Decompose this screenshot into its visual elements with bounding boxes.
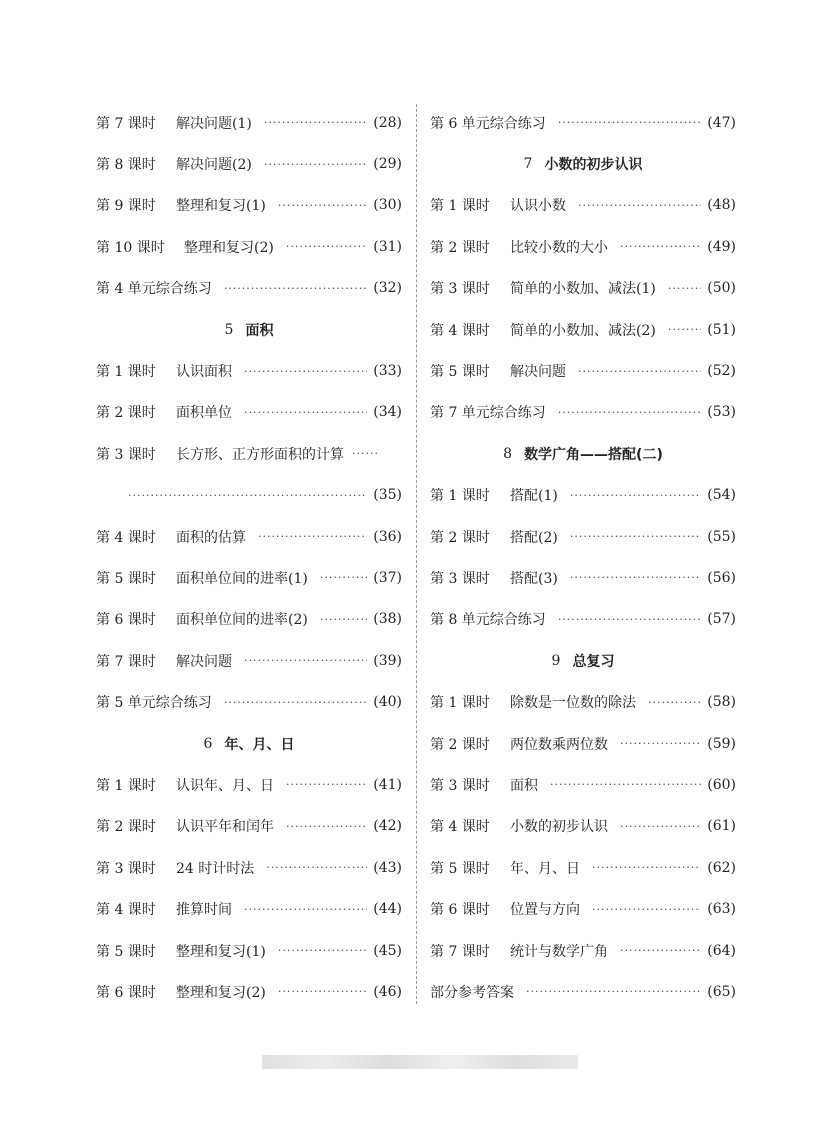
toc-entry[interactable] — [430, 226, 736, 267]
page-number: (60) — [707, 776, 736, 793]
page-number: (52) — [707, 363, 736, 380]
toc-entry[interactable] — [96, 930, 402, 971]
page-number: (59) — [707, 735, 736, 752]
lesson-title: 比较小数的大小 — [510, 239, 608, 256]
dot-leader — [244, 406, 367, 419]
lesson-number: 第 4 课时 — [430, 322, 490, 339]
unit-title: 总复习 — [572, 653, 615, 670]
dot-leader — [320, 571, 367, 584]
lesson-title: 除数是一位数的除法 — [510, 695, 636, 712]
lesson-number: 第 4 课时 — [96, 902, 156, 919]
toc-entry[interactable] — [96, 681, 402, 722]
dot-leader — [558, 613, 701, 626]
dot-leader — [558, 116, 701, 129]
lesson-number: 第 3 课时 — [430, 777, 490, 794]
dot-leader — [224, 696, 367, 709]
toc-entry[interactable] — [430, 723, 736, 764]
page-number: (42) — [373, 818, 402, 835]
toc-entry[interactable] — [430, 971, 736, 1012]
dot-leader — [570, 489, 701, 502]
lesson-title: 解决问题 — [510, 364, 566, 381]
page-number: (54) — [707, 487, 736, 504]
lesson-number: 第 8 课时 — [96, 157, 156, 174]
page-number: (53) — [707, 404, 736, 421]
page-number: (65) — [707, 983, 736, 1000]
unit-heading — [430, 143, 736, 184]
page-number: (58) — [707, 694, 736, 711]
toc-entry[interactable] — [96, 143, 402, 184]
page-number: (51) — [707, 321, 736, 338]
lesson-number: 第 5 课时 — [430, 860, 490, 877]
lesson-number: 第 4 课时 — [96, 529, 156, 546]
unit-exercise-title: 第 5 单元综合练习 — [96, 695, 212, 712]
lesson-number: 第 6 课时 — [96, 612, 156, 629]
toc-entry[interactable] — [430, 350, 736, 391]
page-number: (28) — [373, 114, 402, 131]
lesson-title: 解决问题(1) — [176, 115, 252, 132]
toc-entry[interactable] — [96, 433, 402, 474]
lesson-title: 面积单位 — [176, 405, 232, 422]
dot-leader — [278, 944, 367, 957]
lesson-title: 认识平年和闰年 — [176, 819, 274, 836]
toc-entry[interactable] — [430, 475, 736, 516]
dot-leader — [526, 985, 701, 998]
unit-number: 8 — [503, 445, 513, 462]
dot-leader — [570, 571, 701, 584]
lesson-number: 第 1 课时 — [96, 777, 156, 794]
unit-title: 年、月、日 — [224, 736, 295, 753]
toc-entry[interactable] — [430, 599, 736, 640]
unit-title: 面积 — [245, 322, 274, 339]
unit-exercise-title: 第 4 单元综合练习 — [96, 281, 212, 298]
dot-leader — [128, 489, 367, 502]
unit-heading — [430, 640, 736, 681]
toc-entry[interactable] — [96, 764, 402, 805]
toc-entry[interactable] — [430, 102, 736, 143]
page-number: (48) — [707, 197, 736, 214]
lesson-title: 面积 — [510, 777, 538, 794]
dot-leader — [620, 944, 701, 957]
toc-entry[interactable] — [430, 847, 736, 888]
dot-leader — [286, 820, 367, 833]
dot-leader — [558, 406, 701, 419]
unit-title: 数学广角——搭配(二) — [524, 446, 663, 463]
dot-leader: ······ — [352, 447, 379, 461]
lesson-title: 认识年、月、日 — [176, 777, 274, 794]
lesson-title: 24 时计时法 — [176, 860, 255, 877]
page-number: (55) — [707, 528, 736, 545]
lesson-number: 第 1 课时 — [430, 695, 490, 712]
toc-entry[interactable] — [430, 557, 736, 598]
unit-exercise-title: 第 6 单元综合练习 — [430, 115, 546, 132]
dot-leader — [550, 778, 701, 791]
lesson-title: 整理和复习(1) — [176, 198, 266, 215]
toc-entry[interactable] — [96, 599, 402, 640]
lesson-title: 推算时间 — [176, 902, 232, 919]
dot-leader — [264, 158, 367, 171]
toc-entry[interactable] — [430, 516, 736, 557]
lesson-number: 第 5 课时 — [96, 943, 156, 960]
lesson-number: 第 3 课时 — [96, 446, 156, 463]
lesson-title: 简单的小数加、减法(1) — [510, 281, 656, 298]
page-number: (63) — [707, 901, 736, 918]
lesson-title: 统计与数学广角 — [510, 943, 608, 960]
page-number: (34) — [373, 404, 402, 421]
lesson-number: 第 7 课时 — [430, 943, 490, 960]
lesson-number: 第 1 课时 — [96, 364, 156, 381]
dot-leader — [278, 199, 367, 212]
toc-entry-continuation[interactable] — [96, 475, 402, 516]
lesson-title: 搭配(2) — [510, 529, 558, 546]
unit-exercise-title: 第 8 单元综合练习 — [430, 612, 546, 629]
toc-entry[interactable] — [96, 847, 402, 888]
toc-entry[interactable] — [430, 268, 736, 309]
lesson-number: 第 4 课时 — [430, 819, 490, 836]
dot-leader — [320, 613, 367, 626]
page-number: (61) — [707, 818, 736, 835]
toc-entry[interactable] — [430, 309, 736, 350]
toc-entry[interactable] — [430, 764, 736, 805]
page-number: (38) — [373, 611, 402, 628]
lesson-number: 第 10 课时 — [96, 239, 165, 256]
lesson-title: 整理和复习(2) — [176, 984, 266, 1001]
dot-leader — [620, 240, 701, 253]
page-number: (40) — [373, 694, 402, 711]
page-number: (39) — [373, 652, 402, 669]
dot-leader — [578, 199, 701, 212]
answers-title: 部分参考答案 — [430, 984, 514, 1001]
dot-leader — [264, 116, 367, 129]
lesson-number: 第 3 课时 — [430, 570, 490, 587]
page-number: (30) — [373, 197, 402, 214]
dot-leader — [244, 903, 367, 916]
unit-number: 9 — [551, 652, 561, 669]
lesson-number: 第 9 课时 — [96, 198, 156, 215]
dot-leader — [244, 654, 367, 667]
lesson-number: 第 1 课时 — [430, 488, 490, 505]
lesson-number: 第 2 课时 — [430, 736, 490, 753]
toc-right-column — [430, 102, 736, 1013]
lesson-number: 第 7 课时 — [96, 115, 156, 132]
dot-leader — [224, 282, 367, 295]
blurred-footer-watermark — [262, 1055, 578, 1069]
lesson-title: 位置与方向 — [510, 902, 580, 919]
toc-entry[interactable] — [430, 392, 736, 433]
lesson-number: 第 2 课时 — [96, 819, 156, 836]
page-number: (32) — [373, 280, 402, 297]
lesson-title: 简单的小数加、减法(2) — [510, 322, 656, 339]
page-number: (49) — [707, 238, 736, 255]
dot-leader — [592, 903, 701, 916]
lesson-title: 两位数乘两位数 — [510, 736, 608, 753]
lesson-number: 第 2 课时 — [430, 239, 490, 256]
unit-heading — [96, 723, 402, 764]
unit-title: 小数的初步认识 — [544, 157, 643, 174]
toc-entry[interactable] — [430, 681, 736, 722]
page-number: (44) — [373, 901, 402, 918]
unit-number: 5 — [224, 321, 234, 338]
toc-entry[interactable] — [430, 806, 736, 847]
lesson-number: 第 7 课时 — [96, 653, 156, 670]
page-number: (43) — [373, 859, 402, 876]
lesson-title: 面积的估算 — [176, 529, 246, 546]
toc-entry[interactable] — [96, 516, 402, 557]
toc-entry[interactable] — [96, 640, 402, 681]
lesson-title: 面积单位间的进率(2) — [176, 612, 308, 629]
unit-exercise-title: 第 7 单元综合练习 — [430, 405, 546, 422]
toc-entry[interactable] — [96, 102, 402, 143]
lesson-title: 解决问题 — [176, 653, 232, 670]
page-number: (46) — [373, 983, 402, 1000]
lesson-title: 解决问题(2) — [176, 157, 252, 174]
lesson-number: 第 6 课时 — [96, 984, 156, 1001]
dot-leader — [592, 861, 701, 874]
page-number: (56) — [707, 569, 736, 586]
page-number: (35) — [373, 487, 402, 504]
dot-leader — [258, 530, 367, 543]
lesson-title: 面积单位间的进率(1) — [176, 570, 308, 587]
dot-leader — [286, 778, 367, 791]
column-divider — [416, 104, 417, 1004]
dot-leader — [286, 240, 367, 253]
dot-leader — [668, 282, 701, 295]
toc-entry[interactable] — [96, 226, 402, 267]
page-number: (64) — [707, 942, 736, 959]
toc-entry[interactable] — [96, 557, 402, 598]
page-number: (47) — [707, 114, 736, 131]
unit-heading — [96, 309, 402, 350]
page-number: (37) — [373, 569, 402, 586]
lesson-number: 第 2 课时 — [430, 529, 490, 546]
lesson-title: 年、月、日 — [510, 860, 580, 877]
page-number: (31) — [373, 238, 402, 255]
page-number: (41) — [373, 776, 402, 793]
unit-heading — [430, 433, 736, 474]
dot-leader — [578, 365, 701, 378]
dot-leader — [648, 696, 701, 709]
lesson-title: 认识小数 — [510, 198, 566, 215]
dot-leader — [620, 820, 701, 833]
unit-number: 7 — [523, 156, 533, 173]
toc-entry[interactable] — [430, 185, 736, 226]
toc-entry[interactable] — [96, 350, 402, 391]
toc-entry[interactable] — [96, 392, 402, 433]
dot-leader — [278, 985, 367, 998]
page-number: (33) — [373, 363, 402, 380]
lesson-title: 长方形、正方形面积的计算 — [176, 446, 344, 463]
lesson-number: 第 3 课时 — [430, 281, 490, 298]
lesson-number: 第 6 课时 — [430, 902, 490, 919]
toc-left-column — [96, 102, 402, 1013]
toc-entry[interactable] — [96, 268, 402, 309]
page-number: (57) — [707, 611, 736, 628]
toc-entry[interactable] — [96, 806, 402, 847]
lesson-number: 第 3 课时 — [96, 860, 156, 877]
dot-leader — [668, 323, 701, 336]
toc-entry[interactable] — [96, 185, 402, 226]
dot-leader — [244, 365, 367, 378]
unit-number: 6 — [203, 735, 213, 752]
page-number: (36) — [373, 528, 402, 545]
lesson-title: 认识面积 — [176, 364, 232, 381]
page-number: (29) — [373, 156, 402, 173]
lesson-title: 搭配(3) — [510, 570, 558, 587]
lesson-title: 整理和复习(1) — [176, 943, 266, 960]
page-number: (45) — [373, 942, 402, 959]
toc-entry[interactable] — [430, 930, 736, 971]
dot-leader — [266, 861, 367, 874]
toc-entry[interactable] — [96, 971, 402, 1012]
dot-leader — [620, 737, 701, 750]
page-number: (50) — [707, 280, 736, 297]
toc-entry[interactable] — [430, 888, 736, 929]
lesson-title: 整理和复习(2) — [184, 239, 274, 256]
dot-leader — [570, 530, 701, 543]
lesson-number: 第 5 课时 — [430, 364, 490, 381]
lesson-number: 第 2 课时 — [96, 405, 156, 422]
lesson-number: 第 5 课时 — [96, 570, 156, 587]
page-number: (62) — [707, 859, 736, 876]
lesson-number: 第 1 课时 — [430, 198, 490, 215]
toc-entry[interactable] — [96, 888, 402, 929]
lesson-title: 小数的初步认识 — [510, 819, 608, 836]
lesson-title: 搭配(1) — [510, 488, 558, 505]
